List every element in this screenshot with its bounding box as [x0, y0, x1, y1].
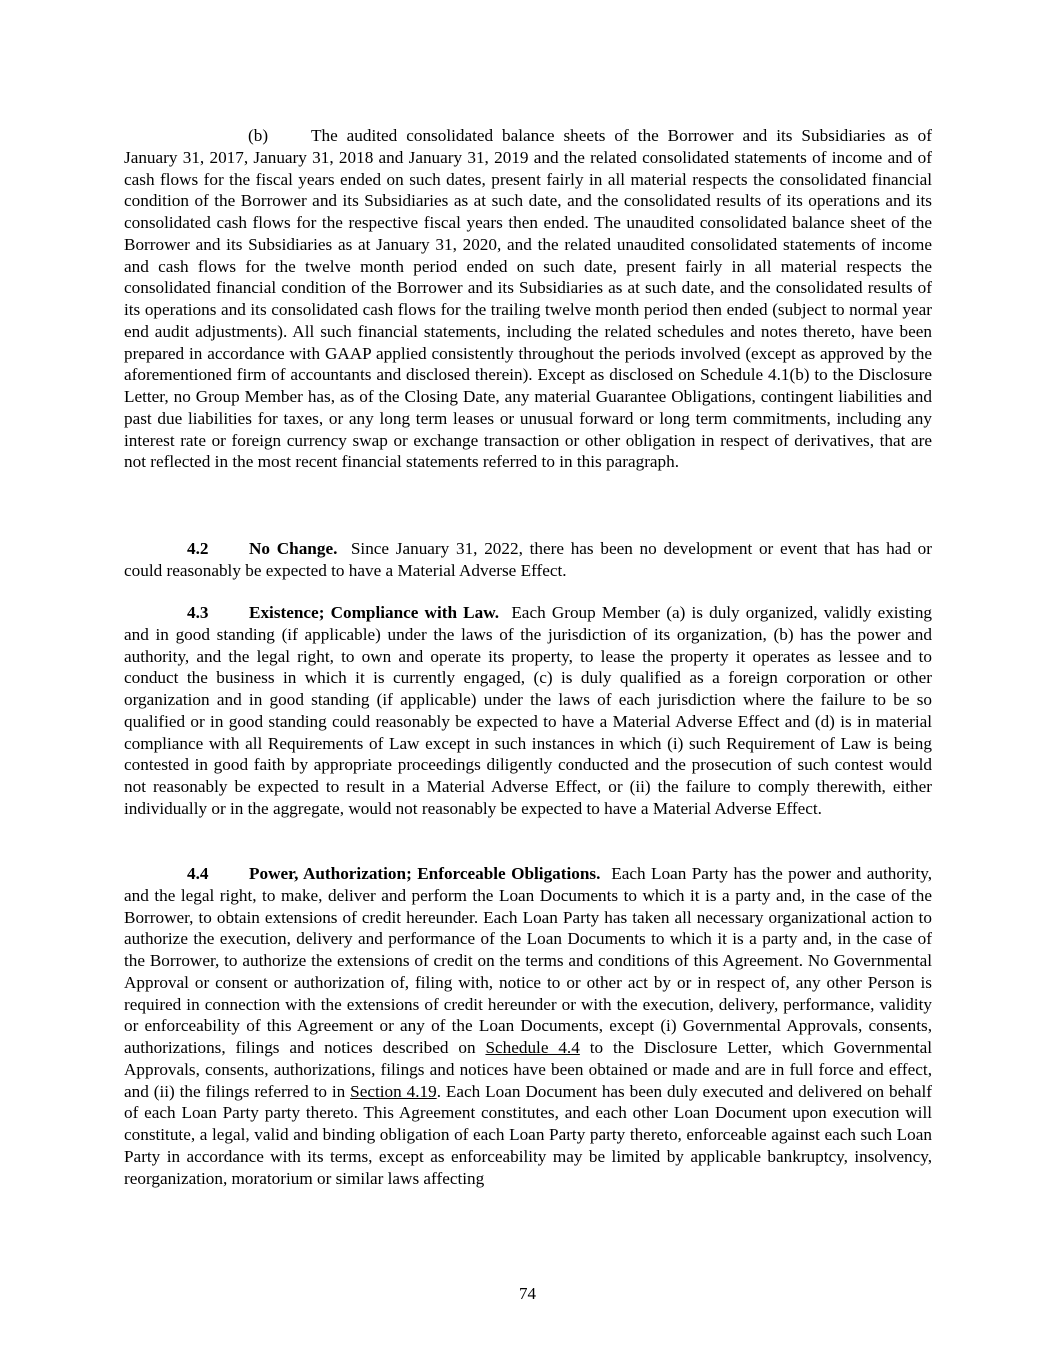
section-4-4: [124, 863, 932, 1189]
section-4-2-text: Since January 31, 2022, there has been no development or event that has had or could reasonably be expected to have a Material Adverse Effect.: [124, 539, 932, 580]
section-4-4-title: Power, Authorization; Enforceable Obligations.: [249, 864, 601, 883]
section-4-4-text-part3: . Each Loan Document has been duly executed and delivered on behalf of each Loan Party party thereto. This Agreement constitutes, and each other Loan Document upon execution will constitute, a legal, valid and binding obligation of each Loan Party party thereto, enforceable against each such Loan Party in accordance with its terms, except as enforceability may be limited by applicable bankruptcy, insolvency, reorganization, moratorium or similar laws affecting: [124, 1081, 932, 1188]
section-4-4-number: 4.4: [187, 864, 209, 883]
schedule-4-4-link[interactable]: Schedule 4.4: [485, 1038, 580, 1057]
paragraph-b-label: (b): [248, 126, 269, 145]
paragraph-b: [124, 125, 932, 473]
section-4-2: [124, 538, 932, 582]
section-4-3-title: Existence; Compliance with Law.: [249, 603, 499, 622]
section-4-3-number: 4.3: [187, 603, 209, 622]
section-4-3: [124, 602, 932, 820]
section-4-2-number: 4.2: [187, 539, 209, 558]
section-4-19-link[interactable]: Section 4.19: [350, 1081, 437, 1101]
paragraph-b-text: The audited consolidated balance sheets of the Borrower and its Subsidiaries as of January 31, 2017, January 31, 2018 and January 31, 2019 and the related consolidated statements of income and of cash flows for the fiscal years ended on such dates, present fairly in all material respects the consolidated financial condition of the Borrower and its Subsidiaries as at such date, and the consolidated results of its operations and its consolidated cash flows for the respective fiscal years then ended. The unaudited consolidated balance sheet of the Borrower and its Subsidiaries as at January 31, 2020, and the related unaudited consolidated statements of income and cash flows for the twelve month period ended on such date, present fairly in all material respects the consolidated financial condition of the Borrower and its Subsidiaries as at such date, and the consolidated results of its operations and its consolidated cash flows for the trailing twelve month period then ended (subject to normal year end audit adjustments). All such financial statements, including the related schedules and notes thereto, have been prepared in accordance with GAAP applied consistently throughout the periods involved (except as approved by the aforementioned firm of accountants and disclosed therein). Except as disclosed on Schedule 4.1(b) to the Disclosure Letter, no Group Member has, as of the Closing Date, any material Guarantee Obligations, contingent liabilities and past due liabilities for taxes, or any long term leases or unusual forward or long term commitments, including any interest rate or foreign currency swap or exchange transaction or other obligation in respect of derivatives, that are not reflected in the most recent financial statements referred to in this paragraph.: [124, 126, 932, 472]
section-4-4-text-part2: to the Disclosure Letter, which Governmental Approvals, consents, authorizations, filings and notices have been obtained or made and are in full force and effect, and (ii) the filings referred to in: [124, 1038, 932, 1101]
section-4-2-title: No Change.: [249, 539, 338, 558]
section-4-3-text: Each Group Member (a) is duly organized, validly existing and in good standing (if applicable) under the laws of the jurisdiction of its organization, (b) has the power and authority, and the legal right, to own and operate its property, to lease the property it operates as lessee and to conduct the business in which it is currently engaged, (c) is duly qualified as a foreign corporation or other organization and in good standing (if applicable) under the laws of each jurisdiction where the failure to be so qualified or in good standing could reasonably be expected to have a Material Adverse Effect and (d) is in material compliance with all Requirements of Law except in such instances in which (i) such Requirement of Law is being contested in good faith by appropriate proceedings diligently conducted and the prosecution of such contest would not reasonably be expected to result in a Material Adverse Effect, or (ii) the failure to comply therewith, either individually or in the aggregate, would not reasonably be expected to have a Material Adverse Effect.: [124, 603, 933, 818]
page-number: 74: [519, 1284, 536, 1303]
section-4-4-text-part1: Each Loan Party has the power and authority, and the legal right, to make, deliver and perform the Loan Documents to which it is a party and, in the case of the Borrower, to obtain extensions of credit hereunder. Each Loan Party has taken all necessary organizational action to authorize the execution, delivery and performance of the Loan Documents to which it is a party and, in the case of the Borrower, to authorize the extensions of credit on the terms and conditions of this Agreement. No Governmental Approval or consent or authorization of, filing with, notice to or other act by or in respect of, any other Person is required in connection with the extensions of credit hereunder or with the execution, delivery, performance, validity or enforceability of this Agreement or any of the Loan Documents, except (i) Governmental Approvals, consents, authorizations, filings and notices described on: [124, 864, 933, 1057]
